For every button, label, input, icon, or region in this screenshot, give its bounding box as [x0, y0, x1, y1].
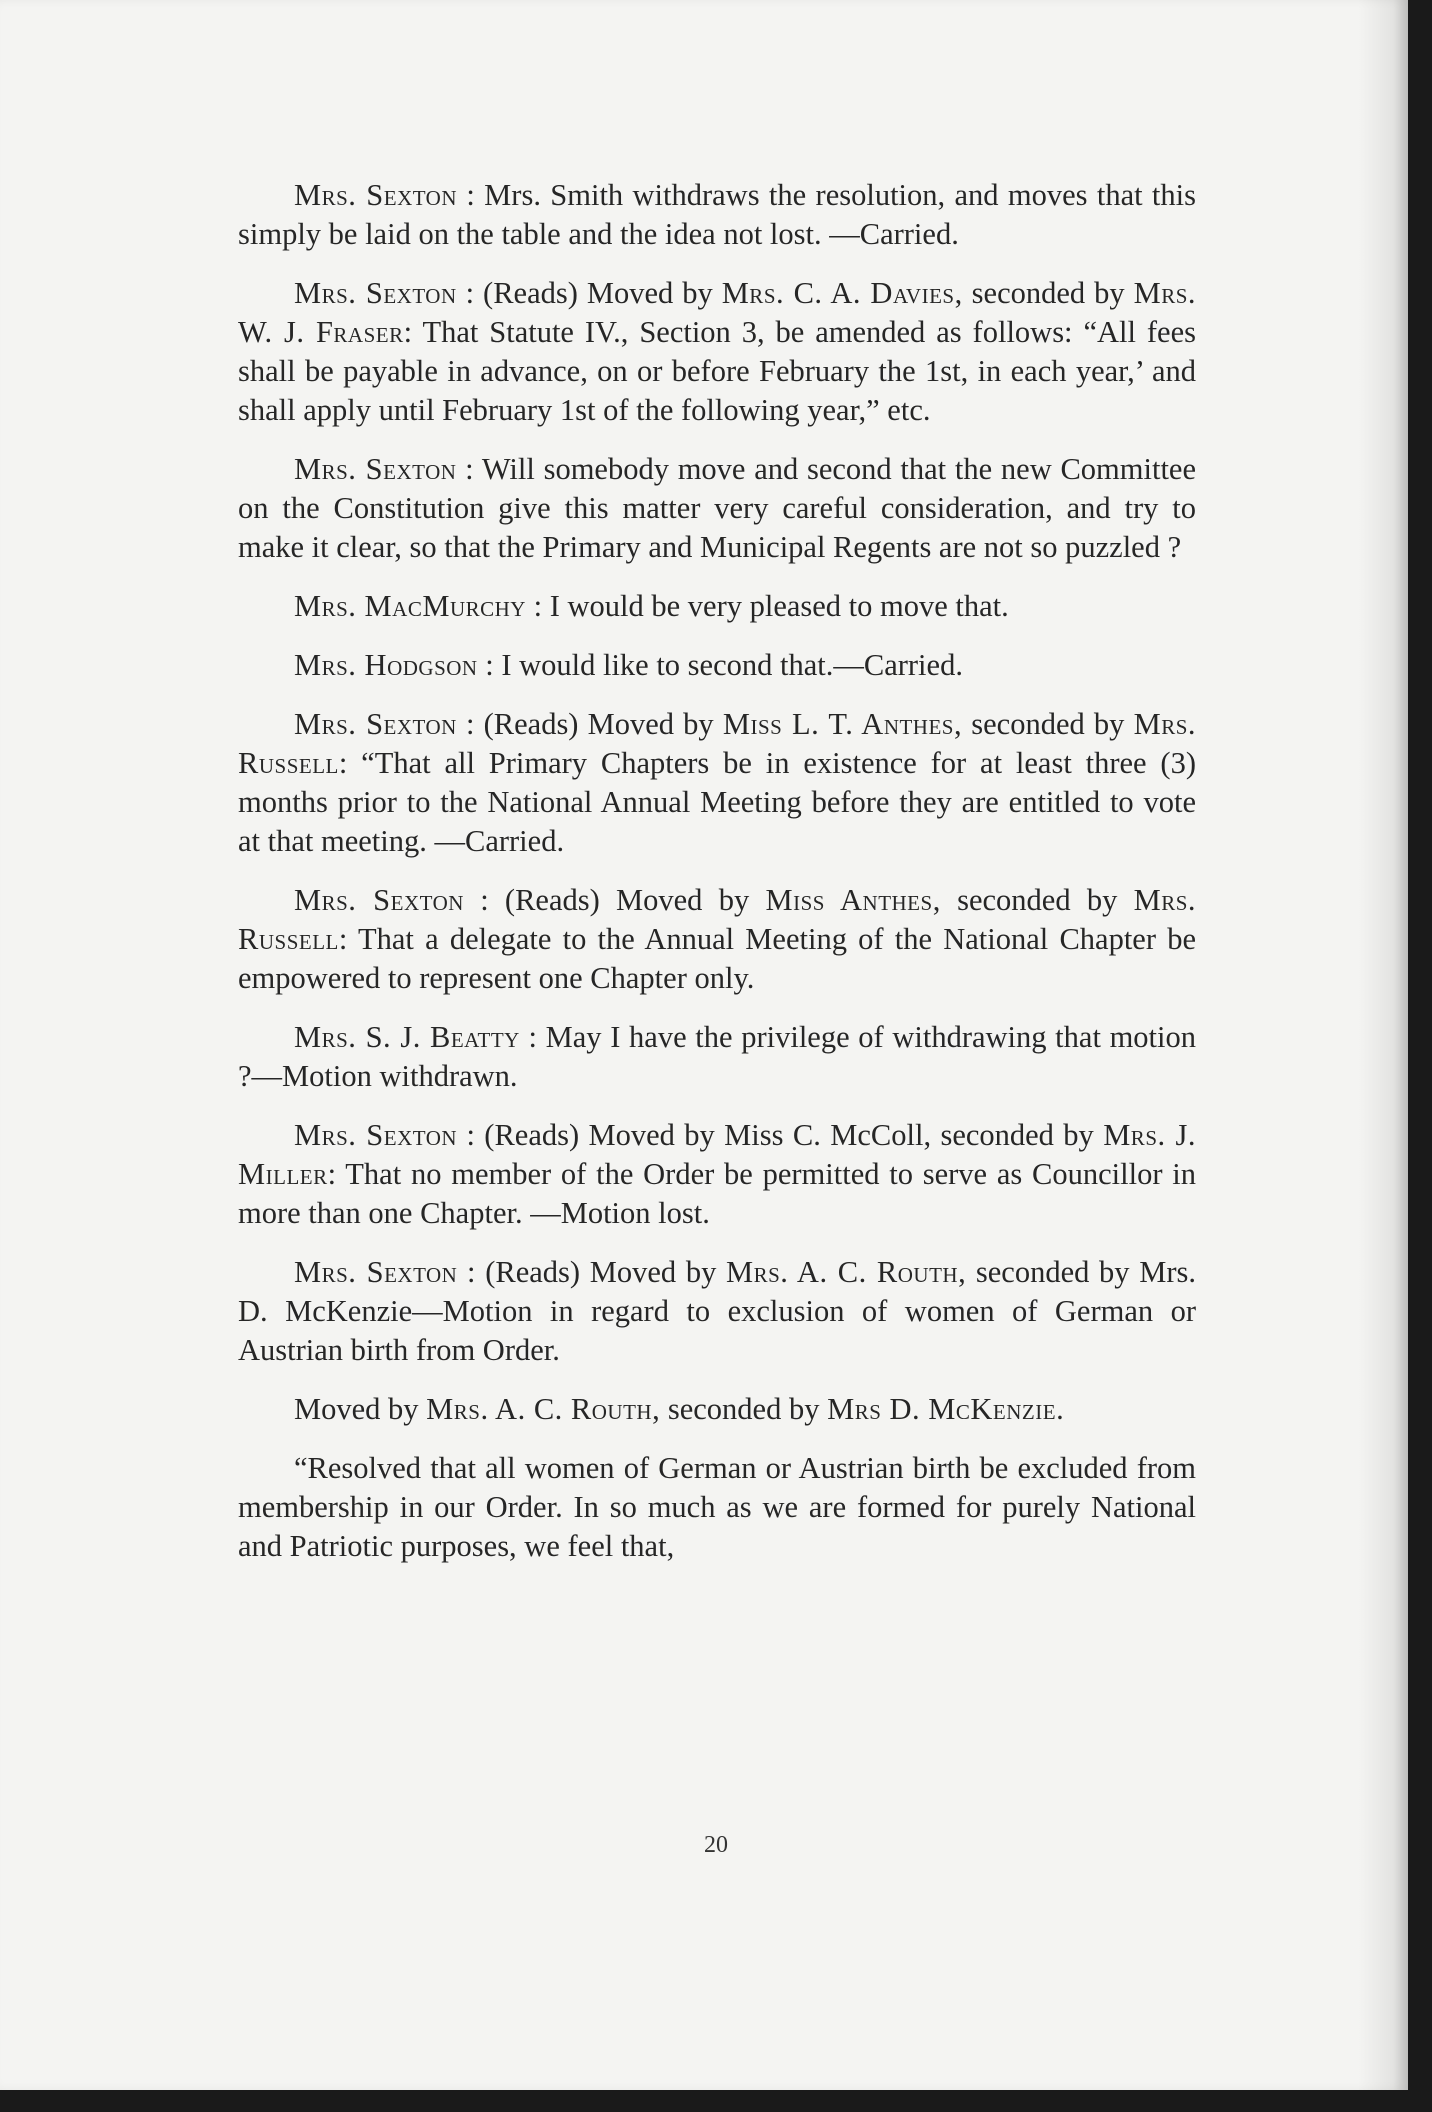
paragraph-text: seconded by Mrs. D. McKenzie—Motion in regard to exclusion of women of German or Austrian birth from Order. [238, 1255, 1196, 1367]
body-text [238, 176, 1196, 1586]
paragraph-text: : “That all Primary Chapters be in existence for at least three (3) months prior to the National Annual Meeting before they are entitled to vote at that meeting. —Carried. [238, 746, 1196, 858]
paragraph [238, 646, 1196, 685]
paragraph [238, 881, 1196, 998]
person-name: Miss L. T. Anthes, [722, 707, 963, 741]
paragraph-text: seconded by [940, 883, 1134, 917]
paragraph-text: : That no member of the Order be permitted to serve as Councillor in more than one Chapter. —Motion lost. [238, 1157, 1196, 1230]
speaker-name: Mrs. Sexton [294, 707, 457, 741]
paragraph-text: : Will somebody move and second that the new Committee on the Constitution give this matter very careful consideration, and try to make it clear, so that the Primary and Municipal Regents are not so puzzled ? [238, 452, 1197, 564]
speaker-name: Mrs. Sexton [294, 276, 457, 310]
speaker-name: Mrs. Sexton [294, 452, 457, 486]
person-name: Mrs. C. A. Davies, [721, 276, 963, 310]
person-name: Mrs D. McKenzie. [827, 1392, 1065, 1426]
page-edge-shadow [1358, 0, 1408, 2090]
person-name: Miss Anthes, [765, 883, 941, 917]
paragraph-text: : That Statute IV., Section 3, be amended as follows: “All fees shall be payable in advance, on or before February the 1st, in each year,’ and shall apply until February 1st of the following year,” etc. [238, 315, 1196, 427]
paragraph-text: : I would like to second that.—Carried. [485, 648, 963, 682]
person-name: Mrs. J. Miller [238, 1118, 1196, 1191]
person-name: Mrs. A. C. Routh, [426, 1392, 661, 1426]
paragraph-text: : I would be very pleased to move that. [533, 589, 1009, 623]
speaker-name: Mrs. Sexton [294, 1118, 458, 1152]
paragraph-text: seconded by [962, 707, 1134, 741]
paragraph [238, 450, 1196, 567]
paragraph [238, 1449, 1196, 1566]
paragraph-text: seconded by [660, 1392, 828, 1426]
paragraph-text: Moved by [294, 1392, 427, 1426]
paragraph-text: : That a delegate to the Annual Meeting of the National Chapter be empowered to represent one Chapter only. [238, 922, 1196, 995]
paragraph-text: : (Reads) Moved by [465, 276, 722, 310]
page-number: 20 [704, 1832, 728, 1858]
paragraph [238, 176, 1196, 254]
person-name: Mrs. A. C. Routh, [726, 1255, 967, 1289]
speaker-name: Mrs. Sexton [294, 883, 464, 917]
paragraph-text: “Resolved that all women of German or Austrian birth be excluded from membership in our Order. In so much as we are formed for purely National and Patriotic purposes, we feel that, [238, 1451, 1196, 1563]
paragraph-text: : Mrs. Smith withdraws the resolution, and moves that this simply be laid on the table and the idea not lost. —Carried. [238, 178, 1196, 251]
speaker-name: Mrs. MacMurchy [294, 589, 526, 623]
paragraph [238, 1018, 1196, 1096]
paragraph [238, 705, 1196, 861]
speaker-name: Mrs. Sexton [294, 178, 458, 212]
paragraph-text: : (Reads) Moved by [480, 883, 766, 917]
paragraph-text: : (Reads) Moved by [467, 1255, 726, 1289]
paragraph [238, 1116, 1196, 1233]
speaker-name: Mrs. Sexton [294, 1255, 458, 1289]
speaker-name: Mrs. Hodgson [294, 648, 478, 682]
paragraph-text: : May I have the privilege of withdrawing that motion ?—Motion withdrawn. [238, 1020, 1197, 1093]
paragraph [238, 274, 1196, 430]
person-name: Mrs. W. J. Fraser [238, 276, 1197, 349]
person-name: Mrs. Russell [238, 707, 1197, 780]
person-name: Mrs. Russell [238, 883, 1197, 956]
paragraph-text: : (Reads) Moved by Miss C. McColl, seconded by [466, 1118, 1104, 1152]
paragraph [238, 1253, 1196, 1370]
speaker-name: Mrs. S. J. Beatty [294, 1020, 520, 1054]
paragraph-text: seconded by [962, 276, 1134, 310]
paragraph [238, 587, 1196, 626]
paragraph [238, 1390, 1196, 1429]
paragraph-text: : (Reads) Moved by [465, 707, 723, 741]
